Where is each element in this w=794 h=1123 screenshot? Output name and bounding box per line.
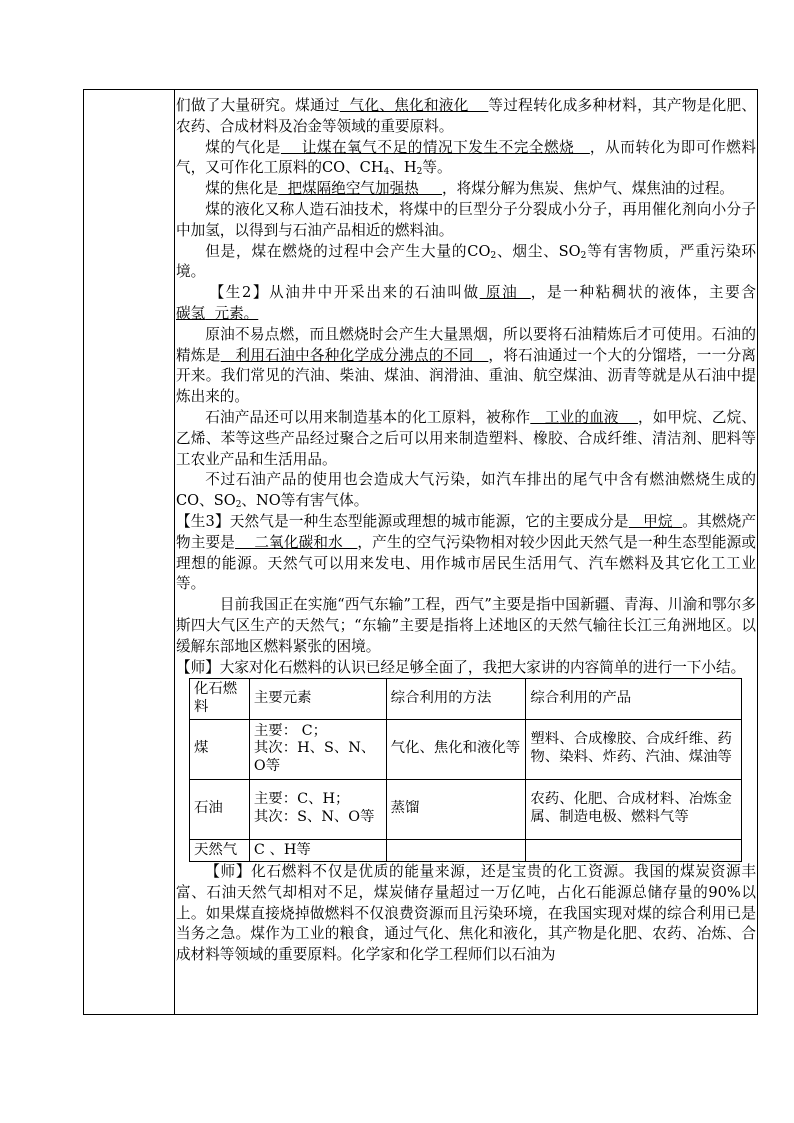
table-cell: [386, 839, 526, 862]
answer-blank: 工业的血液: [530, 408, 638, 426]
para-coal-liquefaction: 煤的液化又称人造石油技术，将煤中的巨型分子分裂成小分子，再用催化剂向小分子中加氢，以得到与石油产品相近的燃料油。: [176, 200, 756, 239]
answer-blank: 把煤隔绝空气加强热: [278, 180, 442, 198]
lesson-table-frame: [83, 89, 758, 1015]
table-cell: 主要： C； 其次：H、S、N、O等: [249, 719, 386, 779]
para-petroleum-pollution: 不过石油产品的使用也会造成大气污染，如汽车排出的尾气中含有燃油燃烧生成的CO、$SO_2$、NO等有害气体。: [176, 471, 756, 511]
answer-blank: 二氧化碳和水: [235, 533, 358, 551]
table-cell: 天然气: [190, 839, 250, 862]
para-student2-petroleum: 【生2】从油井中开采出来的石油叫做 原油 ，是一种粘稠状的液体，主要含碳氢 元素。: [176, 284, 756, 322]
table-cell: 农药、化肥、合成材料、冶炼金属、制造电极、燃料气等: [526, 779, 742, 839]
table-cell: C 、H等: [249, 839, 386, 862]
table-header-row: [190, 679, 742, 719]
table-cell: 主要：C、H； 其次：S、N、O等: [249, 779, 386, 839]
answer-blank: 让煤在氧气不足的情况下发生不完全燃烧: [280, 138, 590, 156]
answer-blank: 甲烷: [628, 512, 683, 530]
table-cell: 蒸馏: [386, 779, 526, 839]
para-teacher-summary-intro: 【师】大家对化石燃料的认识已经足够全面了，我把大家讲的内容简单的进行一下小结。: [176, 658, 746, 676]
para-teacher-conclusion: 【师】化石燃料不仅是优质的能量来源，还是宝贵的化工资源。我国的煤炭资源丰富、石油天然气却相对不足，煤炭储存量超过一万亿吨，占化石能源总储存量的90%以上。如果煤直接烧掉做燃料不仅浪费资源而且污染环境，在我国实现对煤的综合利用已是当务之急。煤作为工业的粮食，通过气化、焦化和液化，其产物是化肥、农药、冶炼、合成材料等领域的重要原料。化学家和化学工程师们以石油为: [176, 863, 756, 964]
para-petroleum-refining: 原油不易点燃，而且燃烧时会产生大量黑烟，所以要将石油精炼后才可使用。石油的精炼是 利用石油中各种化学成分沸点的不同 ，将石油通过一个大的分馏塔，一一分离开来。我们常见的汽油、柴油、煤油、润滑油、重油、航空煤油、沥青等就是从石油中提炼出来的。: [176, 325, 756, 406]
lesson-content: [176, 96, 756, 966]
para-coal-pollution: 但是，煤在燃烧的过程中会产生大量的$CO_2$、烟尘、$SO_2$等有害物质，严重污染环境。: [176, 242, 756, 281]
answer-blank: 碳氢: [176, 304, 206, 322]
para-student3-natural-gas: 【生3】天然气是一种生态型能源或理想的城市能源，它的主要成分是 甲烷 。其燃烧产物主要是 二氧化碳和水 ，产生的空气污染物相对较少因此天然气是一种生态型能源或理想的能源。天然气可以用来发电、用作城市居民生活用气、汽车燃料及其它化工工业等。: [176, 512, 756, 593]
answer-blank: 气化、焦化和液化: [339, 97, 489, 114]
table-cell: 煤: [190, 719, 250, 779]
table-header: 综合利用的方法: [386, 679, 526, 719]
para-west-east-gas: 目前我国正在实施“西气东输”工程，西气”主要是指中国新疆、青海、川渝和鄂尔多斯四大气区生产的天然气；“东输”主要是指将上述地区的天然气输往长江三角洲地区。以缓解东部地区燃料紧张的困境。: [176, 596, 756, 655]
table-row: [190, 719, 742, 779]
table-header: 化石燃料: [190, 679, 250, 719]
table-cell: 石油: [190, 779, 250, 839]
para-coal-coking: 煤的焦化是 把煤隔绝空气加强热 ，将煤分解为焦炭、焦炉气、煤焦油的过程。: [205, 180, 734, 198]
fossil-fuel-summary-table: [189, 678, 742, 862]
table-header: 主要元素: [249, 679, 386, 719]
table-row: [190, 779, 742, 839]
answer-blank: 原油: [479, 284, 531, 302]
table-header: 综合利用的产品: [526, 679, 742, 719]
left-column-cell: [84, 90, 175, 1014]
table-row: [190, 839, 742, 862]
table-cell: [526, 839, 742, 862]
answer-blank: 利用石油中各种化学成分沸点的不同: [220, 346, 489, 364]
para-petroleum-products: 石油产品还可以用来制造基本的化工原料，被称作 工业的血液 ，如甲烷、乙烷、乙烯、苯等这些产品经过聚合之后可以用来制造塑料、橡胶、合成纤维、清洁剂、肥料等工农业产品和生活用品。: [176, 408, 756, 468]
table-cell: 气化、焦化和液化等: [386, 719, 526, 779]
para-coal-gasification: 煤的气化是 让煤在氧气不足的情况下发生不完全燃烧 ，从而转化为即可作燃料气，又可作化工原料的CO、$CH_4$、$H_2$等。: [176, 138, 756, 178]
para-coal-conversion: 们做了大量研究。煤通过 气化、焦化和液化 等过程转化成多种材料，其产物是化肥、农药、合成材料及冶金等领域的重要原料。: [176, 97, 756, 135]
table-cell: 塑料、合成橡胶、合成纤维、药物、染料、炸药、汽油、煤油等: [526, 719, 742, 779]
